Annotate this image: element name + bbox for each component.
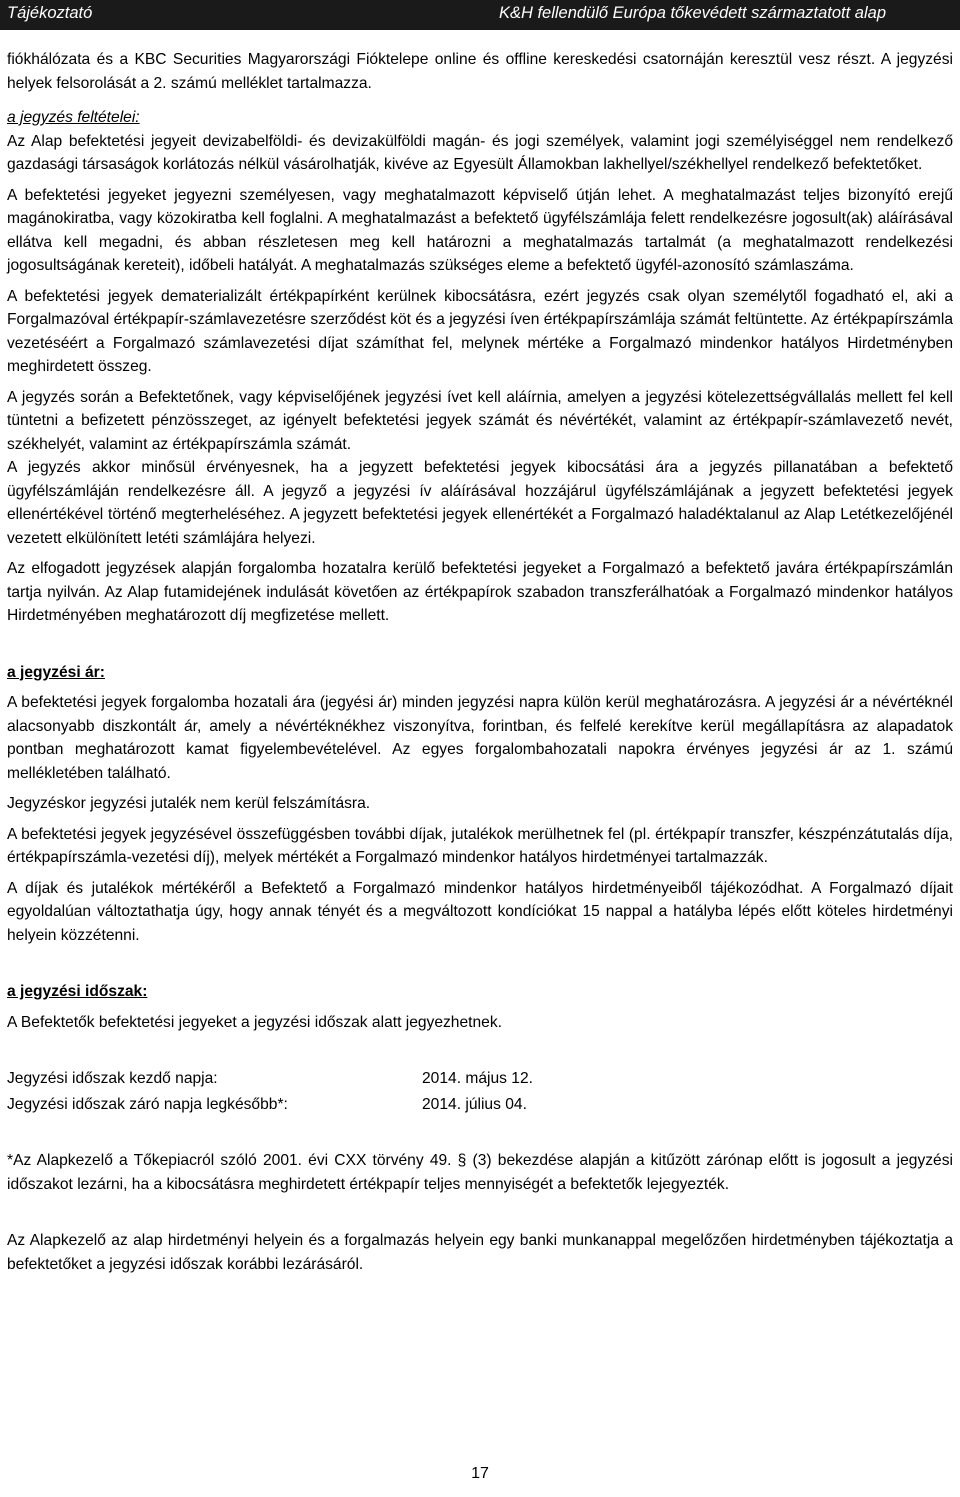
section-heading <box>7 661 953 685</box>
document-body <box>7 48 953 1276</box>
paragraph: Az Alapkezelő az alap hirdetményi helyein és a forgalmazás helyein egy banki munkanappal megelőzően hirdetményben tájékoztatja a befektetőket a jegyzési időszak korábbi lezárásáról. <box>7 1232 953 1273</box>
period-start-value: 2014. május 12. <box>422 1070 533 1087</box>
period-end-label: Jegyzési időszak záró napja legkésőbb*: <box>7 1095 288 1113</box>
period-start-row <box>7 1067 953 1091</box>
page-header <box>0 0 960 30</box>
heading-jegyzes-feltetelei: a jegyzés feltételei: <box>7 109 140 126</box>
footnote-paragraph: *Az Alapkezelő a Tőkepiacról szóló 2001. évi CXX törvény 49. § (3) bekezdése alapján a kitűzött zárónap előtt is jogosult a jegyzési időszakot lezárni, ha a kibocsátásra meghirdetett értékpapír teljes mennyiségét a befektetők lejegyezték. <box>7 1152 953 1193</box>
paragraph: A jegyzés akkor minősül érvényesnek, ha a jegyzett befektetési jegyek kibocsátási ára a jegyzés pillanatában a befektető ügyfélszámláján rendelkezésre áll. A jegyző a jegyzési ív aláírásával hozzájárul ügyfélszámlájának a jegyzett befektetési jegyek ellenértékével történő megterheléséhez. A jegyzett befektetési jegyek ellenértékét a Forgalmazó haladéktalanul az Alap Letétkezelőjénél vezetett elkülönített letéti számlájára helyezi. <box>7 459 953 547</box>
paragraph: A Befektetők befektetési jegyeket a jegyzési időszak alatt jegyezhetnek. <box>7 1013 502 1031</box>
header-left-title: Tájékoztató <box>7 4 93 22</box>
paragraph: Jegyzéskor jegyzési jutalék nem kerül felszámításra. <box>7 795 371 812</box>
paragraph: A befektetési jegyek dematerializált értékpapírként kerülnek kibocsátásra, ezért jegyzés csak olyan személytől fogadható el, aki a Forgalmazóval értékpapír-számlavezetésre szerződést köt és a jegyzési íven értékpapírszámlája számát feltüntette. Az értékpapírszámla vezetéséért a Forgalmazó számlavezetési díjat számíthat fel, melynek mértéke a Forgalmazó mindenkor hatályos Hirdetményben meghirdetett összeg. <box>7 287 953 375</box>
page-number: 17 <box>471 1465 489 1482</box>
section-heading <box>7 106 953 130</box>
paragraph: A befektetési jegyek jegyzésével összefüggésben további díjak, jutalékok merülhetnek fel (pl. értékpapír transzfer, készpénzátutalás díja, értékpapírszámla-vezetési díj), melyek mértékét a Forgalmazó mindenkor hatályos hirdetményei tartalmazzák. <box>7 825 953 866</box>
period-start-label: Jegyzési időszak kezdő napja: <box>7 1070 218 1087</box>
paragraph: Az Alap befektetési jegyeit devizabelföldi- és devizakülföldi magán- és jogi személyek, valamint jogi személyiséggel nem rendelkező gazdasági társaságok korlátozás nélkül vásárolhatják, kivéve az Egyesült Államokban lakhellyel/székhellyel rendelkező befektetőket. <box>7 132 953 173</box>
paragraph: A jegyzés során a Befektetőnek, vagy képviselőjének jegyzési ívet kell aláírnia, amelyen a jegyzési kötelezettségvállalás mellett fel kell tüntetni a befizetett pénzösszeget, az igényelt befektetési jegyek számát és névértékét, valamint az értékpapír-számlavezető nevét, székhelyét, valamint az értékpapírszámla számát. <box>7 388 953 453</box>
paragraph: Az elfogadott jegyzések alapján forgalomba hozatalra kerülő befektetési jegyeket a Forgalmazó a befektető javára értékpapírszámlán tartja nyilván. Az Alap futamidejének indulását követően az értékpapírok szabadon transzferálhatóak a Forgalmazó mindenkor hatályos Hirdetményében meghatározott díj megfizetése mellett. <box>7 560 953 624</box>
period-end-value: 2014. július 04. <box>422 1095 527 1113</box>
section-heading <box>7 980 953 1004</box>
heading-jegyzesi-idoszak: a jegyzési időszak: <box>7 983 148 1000</box>
paragraph: A befektetési jegyek forgalomba hozatali ára (jegyési ár) minden jegyzési napra külön kerül meghatározásra. A jegyzési ár a névértéknél alacsonyabb diszkontált ár, amely a névértéknékhez viszonyítva, forintban, és felfelé kerekítve kerül megállapításra az alapadatok pontban meghatározott kamat figyelembevételével. Az egyes forgalombahozatali napokra érvényes jegyzési ár az 1. számú mellékletében található. <box>7 694 953 782</box>
paragraph: A díjak és jutalékok mértékéről a Befektető a Forgalmazó mindenkor hatályos hirdetményeiből tájékozódhat. A Forgalmazó díjait egyoldalúan változtathatja úgy, hogy annak tényét és a megváltozott kondíciókat 15 nappal a hatályba lépés előtt köteles hirdetményi helyein közzétenni. <box>7 879 953 944</box>
heading-jegyzesi-ar: a jegyzési ár: <box>7 663 105 681</box>
paragraph: A befektetési jegyeket jegyezni személyesen, vagy meghatalmazott képviselő útján lehet. A meghatalmazást teljes bizonyító erejű magánokiratba, vagy közokiratba kell foglalni. A meghatalmazást a befektető ügyfélszámlája felett rendelkezésre jogosult(ak) aláírásával ellátva kell megadni, és abban részletesen meg kell határozni a meghatalmazás tartalmát (a meghatalmazott rendelkezési jogosultságának kereteit), időbeli hatályát. A meghatalmazás szükséges eleme a befektető ügyfél-azonosító számlaszáma. <box>7 186 953 274</box>
period-end-row <box>7 1093 953 1117</box>
header-right-title: K&H fellendülő Európa tőkevédett származtatott alap <box>498 4 886 22</box>
paragraph: fiókhálózata és a KBC Securities Magyarországi Fióktelepe online és offline kereskedési csatornáján keresztül vesz részt. A jegyzési helyek felsorolását a 2. számú melléklet tartalmazza. <box>7 51 953 92</box>
